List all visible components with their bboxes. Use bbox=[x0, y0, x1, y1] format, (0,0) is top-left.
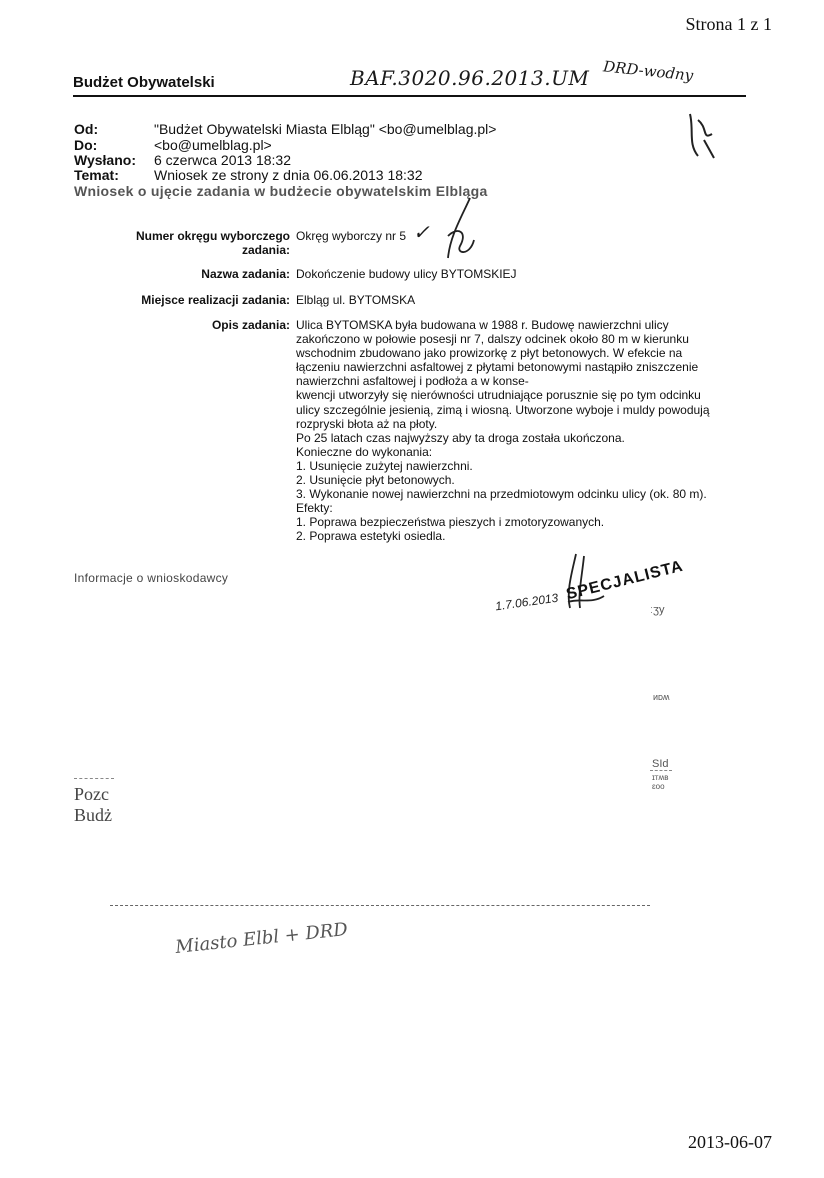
task-name-label: Nazwa zadania: bbox=[201, 267, 290, 281]
description-label: Opis zadania: bbox=[211, 318, 290, 332]
description-line: nawierzchni asfaltowej i podłoża a w konse- bbox=[296, 374, 529, 389]
scan-fragment: ᴎᴅʍ bbox=[653, 692, 670, 702]
task-name-value: Dokończenie budowy ulicy BYTOMSKIEJ bbox=[296, 267, 517, 281]
signature-scribble bbox=[440, 196, 480, 266]
scan-fragment-rule bbox=[74, 778, 114, 779]
stamp-date: 1.7.06.2013 bbox=[494, 590, 560, 614]
to-value: <bo@umelblag.pl> bbox=[154, 137, 272, 153]
handwritten-department-note: DRD-wodny bbox=[602, 57, 695, 85]
form-heading: Wniosek o ujęcie zadania w budżecie obywatelskim Elbląga bbox=[74, 183, 488, 199]
scan-fragment: ɛoo bbox=[652, 782, 665, 791]
handwritten-reference-number: BAF.3020.96.2013.UM bbox=[350, 66, 590, 90]
description-line: rozpryski błota aż na płoty. bbox=[296, 416, 438, 431]
subject-label: Temat: bbox=[74, 167, 119, 183]
document-title: Budżet Obywatelski bbox=[73, 74, 215, 91]
scan-fragment: ɪᴛʍв bbox=[652, 773, 669, 782]
location-value: Elbląg ul. BYTOMSKA bbox=[296, 293, 416, 307]
description-line: 3. Wykonanie nowej nawierzchni na przedmiotowym odcinku ulicy (ok. 80 m). bbox=[296, 487, 707, 502]
description-text bbox=[296, 318, 736, 544]
location-label: Miejsce realizacji zadania: bbox=[141, 293, 290, 307]
description-line: łączeniu nawierzchni asfaltowej z płytami betonowymi nastąpiło zniszczenie bbox=[296, 360, 699, 375]
dashed-divider bbox=[110, 905, 650, 906]
description-line: wschodnim zbudowano jako prowizorkę z płyt betonowych. W efekcie na bbox=[296, 346, 683, 361]
description-line: 1. Poprawa bezpieczeństwa pieszych i zmotoryzowanych. bbox=[296, 515, 605, 530]
document-date: 2013-06-07 bbox=[688, 1132, 772, 1152]
description-line: 1. Usunięcie zużytej nawierzchni. bbox=[296, 458, 473, 473]
truncated-text: Budż bbox=[74, 805, 112, 825]
bottom-handwritten-note: Miasto Elbl + DRD bbox=[174, 919, 349, 958]
applicant-info-heading: Informacje o wnioskodawcy bbox=[74, 571, 229, 585]
description-line: Efekty: bbox=[296, 501, 333, 516]
title-divider bbox=[73, 95, 746, 97]
district-value: Okręg wyborczy nr 5 bbox=[296, 229, 407, 243]
description-line: zakończono w połowie posesji nr 7, dalszy odcinek około 80 m w kierunku bbox=[296, 332, 689, 347]
page-number: Strona 1 z 1 bbox=[685, 14, 772, 34]
from-value: "Budżet Obywatelski Miasta Elbląg" <bo@umelblag.pl> bbox=[154, 121, 497, 137]
description-line: 2. Usunięcie płyt betonowych. bbox=[296, 473, 455, 488]
from-label: Od: bbox=[74, 121, 99, 137]
district-label-line1: Numer okręgu wyborczego bbox=[135, 229, 290, 243]
email-subject-row bbox=[74, 167, 423, 183]
sent-value: 6 czerwca 2013 18:32 bbox=[154, 152, 291, 168]
description-line: Po 25 latach czas najwyższy aby ta droga została ukończona. bbox=[296, 430, 625, 445]
description-line: Konieczne do wykonania: bbox=[296, 444, 433, 459]
sent-label: Wysłano: bbox=[74, 152, 136, 168]
signature-initials bbox=[684, 110, 720, 162]
email-from-row bbox=[74, 121, 497, 137]
district-label-line2: zadania: bbox=[241, 243, 290, 257]
scan-fragment-rule bbox=[650, 770, 672, 771]
email-to-row bbox=[74, 137, 272, 153]
description-line: 2. Poprawa estetyki osiedla. bbox=[296, 529, 446, 544]
email-sent-row bbox=[74, 152, 291, 168]
truncated-text: Pozc bbox=[74, 784, 109, 804]
district-label bbox=[70, 229, 290, 257]
description-line: Ulica BYTOMSKA była budowana w 1988 r. Budowę nawierzchni ulicy bbox=[296, 318, 669, 332]
subject-value: Wniosek ze strony z dnia 06.06.2013 18:32 bbox=[154, 167, 423, 183]
checkmark-icon: ✓ bbox=[413, 220, 430, 244]
official-stamp: SPECJALISTA bbox=[564, 557, 686, 604]
scan-fragment: SId bbox=[652, 758, 669, 770]
scan-fragment: ːʒy bbox=[650, 604, 665, 616]
description-line: ulicy szczególnie jesienią, zimą i wiosną. Utworzone wyboje i muldy powodują bbox=[296, 402, 710, 417]
to-label: Do: bbox=[74, 137, 98, 153]
description-line: kwencji utworzyły się nierówności utrudniające porusznie się po tym odcinku bbox=[296, 388, 701, 403]
